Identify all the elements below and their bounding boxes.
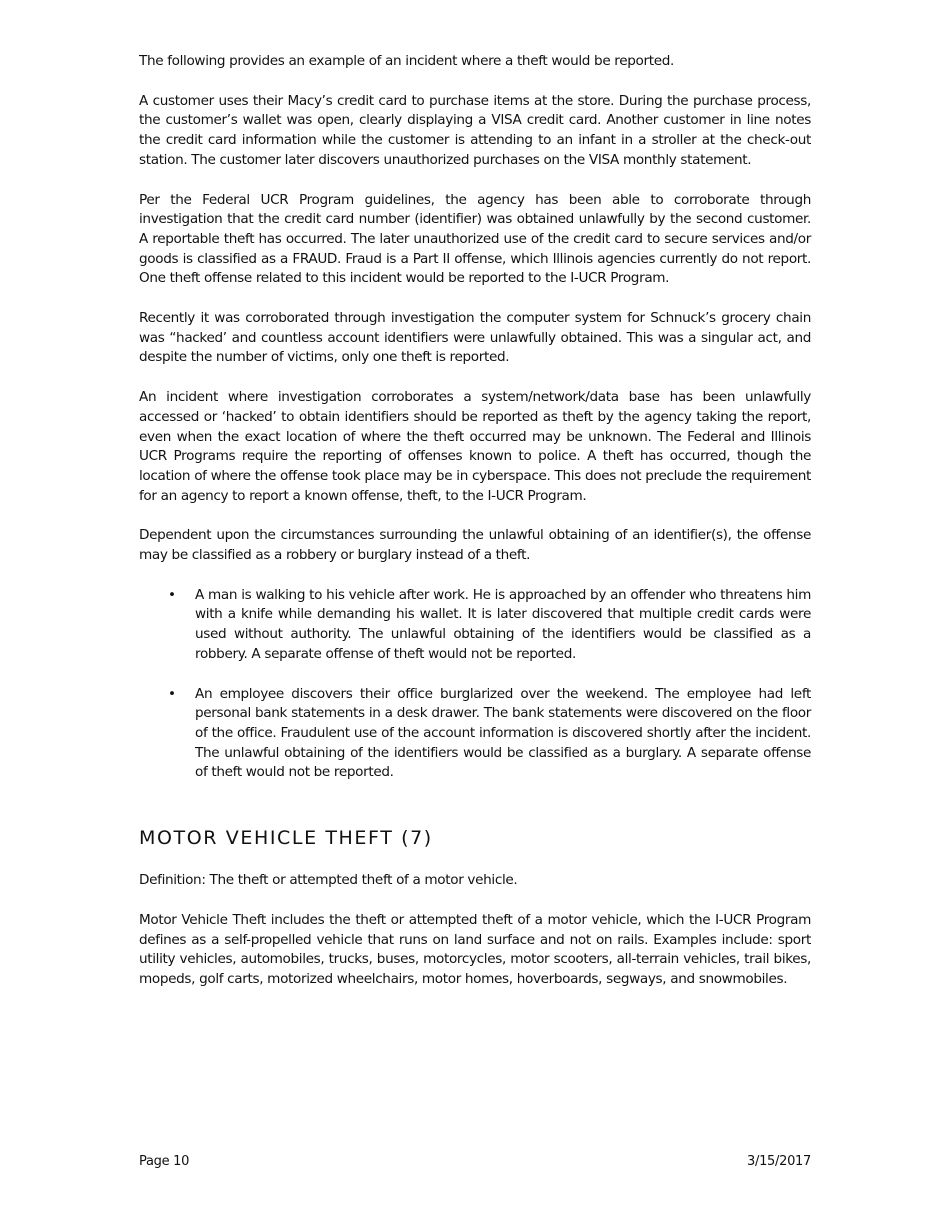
section-heading: MOTOR VEHICLE THEFT (7) [139, 827, 433, 850]
federal-guidelines-paragraph: Per the Federal UCR Program guidelines, the agency has been able to corroborate through investigation that the credit card number (identifier) was obtained unlawfully by the second customer. A reportable theft has occurred. The later unauthorized use of the credit card to secure services and/or goods is classified as a FRAUD. Fraud is a Part II offense, which Illinois agencies currently do not report. One theft offense related to this incident would be reported to the I-UCR Program. [139, 191, 811, 287]
definition-paragraph: Definition: The theft or attempted theft of a motor vehicle. [139, 872, 518, 889]
intro-paragraph: The following provides an example of an incident where a theft would be reported. [139, 53, 674, 69]
motor-vehicle-body-paragraph: Motor Vehicle Theft includes the theft or attempted theft of a motor vehicle, which the I-UCR Program defines as a self-propelled vehicle that runs on land surface and not on rails. Examples include: sport utility vehicles, automobiles, trucks, buses, motorcycles, motor scooters, all-terrain vehicles, trail bikes, mopeds, golf carts, motorized wheelchairs, motor homes, hoverboards, segways, and snowmobiles. [139, 911, 811, 987]
bullet-item-robbery [139, 586, 811, 665]
bullet-marker: • [168, 586, 176, 603]
footer-date: 3/15/2017 [747, 1154, 811, 1169]
page-number: Page 10 [139, 1154, 190, 1169]
bullet-text: A man is walking to his vehicle after work. He is approached by an offender who threatens him with a knife while demanding his wallet. It is later discovered that multiple credit cards were used without authority. The unlawful obtaining of the identifiers would be classified as a robbery. A separate offense of theft would not be reported. [195, 586, 811, 662]
cyber-theft-paragraph: An incident where investigation corroborates a system/network/data base has been unlawfully accessed or ‘hacked’ to obtain identifiers should be reported as theft by the agency taking the report, even when the exact location of where the theft occurred may be unknown. The Federal and Illinois UCR Programs require the reporting of offenses known to police. A theft has occurred, though the location of where the offense took place may be in cyberspace. This does not preclude the requirement for an agency to report a known offense, theft, to the I-UCR Program. [139, 389, 811, 504]
bullet-marker: • [168, 685, 176, 702]
bullet-text: An employee discovers their office burglarized over the weekend. The employee had left personal bank statements in a desk drawer. The bank statements were discovered on the floor of the office. Fraudulent use of the account information is discovered shortly after the incident. The unlawful obtaining of the identifiers would be classified as a burglary. A separate offense of theft would not be reported. [195, 685, 811, 781]
document-page [139, 52, 811, 990]
dependent-circumstances-paragraph: Dependent upon the circumstances surrounding the unlawful obtaining of an identifier(s), the offense may be classified as a robbery or burglary instead of a theft. [139, 527, 811, 564]
examples-bullet-list [139, 586, 811, 783]
bullet-item-burglary [139, 685, 811, 784]
page-footer [139, 1154, 811, 1169]
macys-example-paragraph: A customer uses their Macy’s credit card to purchase items at the store. During the purchase process, the customer’s wallet was open, clearly displaying a VISA credit card. Another customer in line notes the credit card information while the customer is attending to an infant in a stroller at the check-out station. The customer later discovers unauthorized purchases on the VISA monthly statement. [139, 92, 811, 168]
schnucks-paragraph: Recently it was corroborated through investigation the computer system for Schnuck’s grocery chain was “hacked’ and countless account identifiers were unlawfully obtained. This was a singular act, and despite the number of victims, only one theft is reported. [139, 310, 811, 366]
